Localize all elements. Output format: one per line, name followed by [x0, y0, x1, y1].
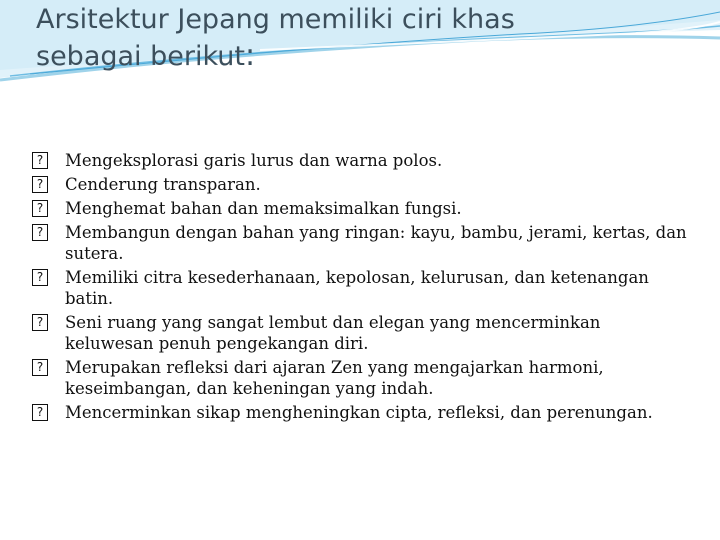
title-line-2: sebagai berikut: — [36, 38, 256, 73]
bullet-glyph-icon: ? — [32, 404, 48, 421]
slide-title — [36, 2, 676, 75]
bullet-text: Cenderung transparan. — [65, 175, 261, 194]
list-item — [32, 357, 692, 399]
bullet-text: Merupakan refleksi dari ajaran Zen yang mengajarkan harmoni, keseimbangan, dan keheningan yang indah. — [65, 358, 604, 398]
bullet-glyph-icon: ? — [32, 269, 48, 286]
bullet-glyph-icon: ? — [32, 176, 48, 193]
bullet-text: Seni ruang yang sangat lembut dan elegan yang mencerminkan keluwesan penuh pengekangan diri. — [65, 313, 601, 353]
bullet-text: Mengeksplorasi garis lurus dan warna polos. — [65, 151, 443, 170]
title-line-1: Arsitektur Jepang memiliki ciri khas — [36, 4, 515, 35]
title-colon: : — [245, 38, 256, 73]
bullet-glyph-icon: ? — [32, 200, 48, 217]
list-item — [32, 150, 692, 171]
list-item — [32, 402, 692, 423]
bullet-text: Mencerminkan sikap mengheningkan cipta, refleksi, dan perenungan. — [65, 403, 653, 422]
list-item — [32, 222, 692, 264]
bullet-glyph-icon: ? — [32, 224, 48, 241]
list-item — [32, 198, 692, 219]
bullet-glyph-icon: ? — [32, 152, 48, 169]
bullet-text: Memiliki citra kesederhanaan, kepolosan, kelurusan, dan ketenangan batin. — [65, 268, 649, 308]
list-item — [32, 174, 692, 195]
list-item — [32, 312, 692, 354]
bullet-glyph-icon: ? — [32, 314, 48, 331]
list-item — [32, 267, 692, 309]
bullet-list — [32, 150, 692, 426]
bullet-glyph-icon: ? — [32, 359, 48, 376]
bullet-text: Membangun dengan bahan yang ringan: kayu, bambu, jerami, kertas, dan sutera. — [65, 223, 687, 263]
bullet-text: Menghemat bahan dan memaksimalkan fungsi. — [65, 199, 462, 218]
